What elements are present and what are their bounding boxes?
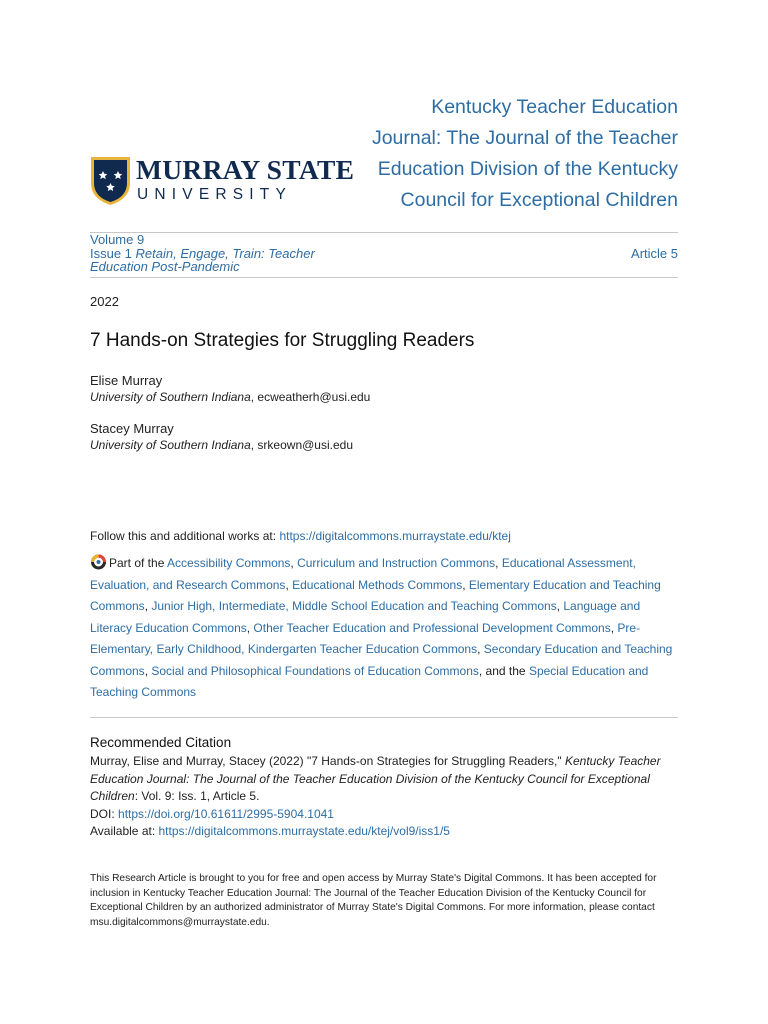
follow-line (90, 529, 511, 543)
author-affiliation: University of Southern Indiana (90, 438, 251, 452)
commons-link[interactable]: Secondary Education and Teaching Commons (90, 642, 673, 678)
commons-link[interactable]: Special Education and Teaching Commons (90, 663, 649, 699)
university-logo[interactable] (90, 156, 365, 206)
volume-link[interactable]: Volume 9 (90, 232, 145, 247)
commons-link[interactable]: Social and Philosophical Foundations of Education Commons (151, 663, 479, 678)
author-email: , srkeown@usi.edu (250, 438, 353, 452)
part-of-prefix: Part of the (109, 556, 168, 570)
volume-issue-bar (90, 233, 678, 277)
follow-text: Follow this and additional works at: (90, 529, 280, 543)
article-title: 7 Hands-on Strategies for Struggling Readers (90, 330, 475, 351)
author-affiliation: University of Southern Indiana (90, 390, 251, 404)
divider-bottom (90, 277, 678, 278)
follow-url-link[interactable]: https://digitalcommons.murraystate.edu/ktej (279, 529, 511, 543)
commons-link[interactable]: Pre-Elementary, Early Childhood, Kindergarten Teacher Education Commons (90, 620, 641, 656)
author-name: Stacey Murray (90, 421, 174, 436)
logo-subtitle: UNIVERSITY (137, 186, 293, 203)
citation-volume: : Vol. 9: Iss. 1, Article 5. (134, 789, 260, 803)
citation-heading: Recommended Citation (90, 735, 232, 750)
publication-year: 2022 (90, 294, 119, 309)
issue-title: Retain, Engage, Train: Teacher Education Post-Pandemic (90, 245, 315, 274)
journal-title-link[interactable]: Kentucky Teacher Education Journal: The Journal of the Teacher Education Division of the Kentucky Council for Exceptional Children (371, 96, 678, 211)
available-label: Available at: (90, 824, 159, 838)
commons-link[interactable]: Other Teacher Education and Professional Development Commons (253, 620, 611, 635)
author-entry (90, 420, 353, 454)
commons-link[interactable]: Educational Assessment, Evaluation, and Research Commons (90, 556, 636, 592)
doi-label: DOI: (90, 806, 119, 821)
author-name: Elise Murray (90, 373, 163, 388)
cover-header (90, 92, 678, 216)
article-number-link[interactable]: Article 5 (631, 246, 678, 261)
issue-link[interactable] (90, 246, 315, 275)
author-entry (90, 372, 370, 406)
author-email: , ecweatherh@usi.edu (250, 390, 371, 404)
logo-wordmark: MURRAY STATE (136, 154, 355, 185)
commons-link[interactable]: Educational Methods Commons (292, 577, 463, 592)
volume-issue-info (90, 233, 350, 274)
disciplines-paragraph: Part of the Accessibility Commons, Curriculum and Instruction Commons, Educational Assessment, Evaluation, and Research Commons, Educational Methods Commons, Elementary Education and Teaching Commons, Junior High, Intermediate, Middle School Education and Teaching Commons, Language and Literacy Education Commons, Other Teacher Education and Professional Development Commons, Pre-Elementary, Early Childhood, Kindergarten Teacher Education Commons, Secondary Education and Teaching Commons, Social and Philosophical Foundations of Education Commons, and the Special Education and Teaching Commons (90, 553, 678, 704)
commons-link[interactable]: Accessibility Commons (167, 556, 291, 570)
issue-number: Issue 1 (90, 245, 132, 261)
available-at-link[interactable]: https://digitalcommons.murraystate.edu/ktej/vol9/iss1/5 (158, 824, 450, 838)
citation-journal: Kentucky Teacher Education Journal: The Journal of the Teacher Education Division of the Kentucky Council for Exceptional Children (90, 754, 661, 803)
citation-text: Murray, Elise and Murray, Stacey (2022) "7 Hands-on Strategies for Struggling Readers," (90, 754, 565, 768)
access-statement: This Research Article is brought to you for free and open access by Murray State's Digital Commons. It has been accepted for inclusion in Kentucky Teacher Education Journal: The Journal of the Teacher Education Division of the Kentucky Council for Exceptional Children by an authorized administrator of Murray State's Digital Commons. For more information, please contact msu.digitalcommons@murraystate.edu. (90, 873, 657, 928)
commons-link[interactable]: Elementary Education and Teaching Commons (90, 577, 661, 613)
commons-link[interactable]: Junior High, Intermediate, Middle School Education and Teaching Commons (151, 599, 557, 613)
commons-link[interactable]: Language and Literacy Education Commons (90, 599, 641, 635)
bepress-network-icon (90, 553, 107, 570)
commons-link[interactable]: Curriculum and Instruction Commons (297, 556, 496, 570)
citation-block (90, 753, 680, 841)
shield-icon (90, 156, 131, 206)
divider-citation (90, 717, 678, 718)
doi-link[interactable]: https://doi.org/10.61611/2995-5904.1041 (118, 806, 334, 821)
